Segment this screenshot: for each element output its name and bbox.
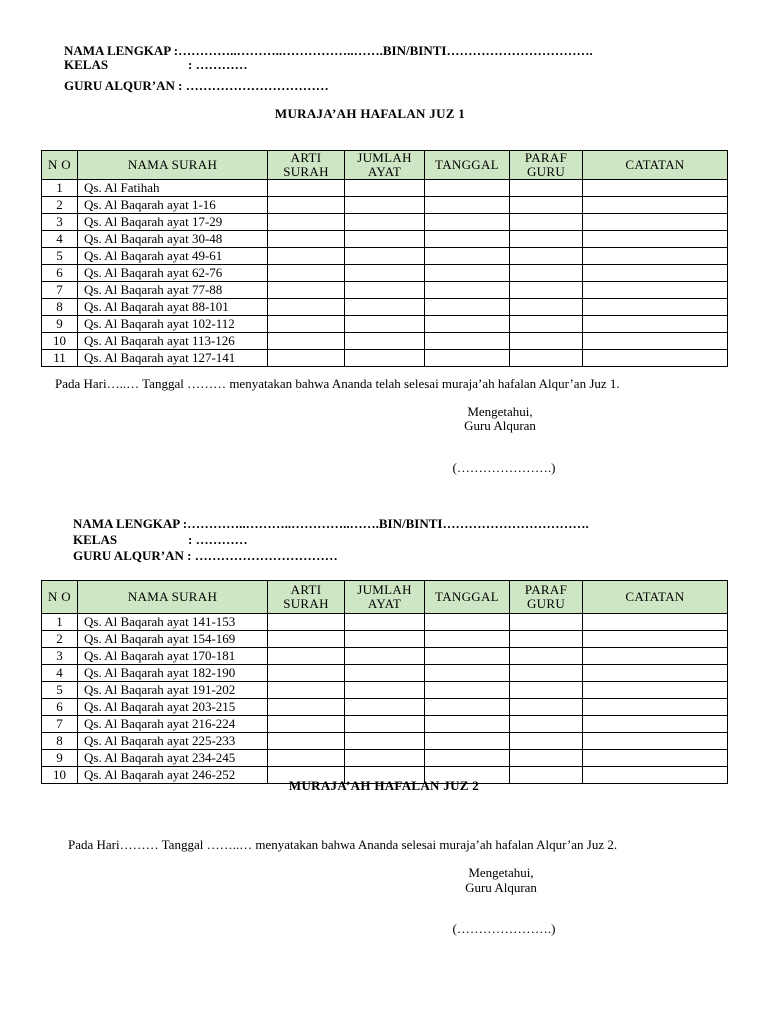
- jumlah-ayat-cell[interactable]: [345, 265, 425, 282]
- arti-surah-cell[interactable]: [268, 248, 345, 265]
- surah-name: Qs. Al Baqarah ayat 62-76: [78, 265, 268, 282]
- s2-table-header-row: [42, 581, 728, 614]
- catatan-cell[interactable]: [583, 214, 728, 231]
- jumlah-ayat-cell[interactable]: [345, 665, 425, 682]
- jumlah-ayat-cell[interactable]: [345, 316, 425, 333]
- tanggal-cell[interactable]: [425, 631, 510, 648]
- col-header-arti-surah: ARTI SURAH: [268, 151, 345, 180]
- arti-surah-cell[interactable]: [268, 333, 345, 350]
- tanggal-cell[interactable]: [425, 299, 510, 316]
- table-row: [42, 750, 728, 767]
- catatan-cell[interactable]: [583, 299, 728, 316]
- catatan-cell[interactable]: [583, 682, 728, 699]
- arti-surah-cell[interactable]: [268, 733, 345, 750]
- row-number: 3: [42, 214, 78, 231]
- s2-murajaah-table: [41, 580, 728, 784]
- catatan-cell[interactable]: [583, 614, 728, 631]
- surah-name: Qs. Al Baqarah ayat 216-224: [78, 716, 268, 733]
- paraf-guru-cell[interactable]: [510, 682, 583, 699]
- arti-surah-cell[interactable]: [268, 180, 345, 197]
- jumlah-ayat-cell[interactable]: [345, 248, 425, 265]
- catatan-cell[interactable]: [583, 350, 728, 367]
- jumlah-ayat-cell[interactable]: [345, 282, 425, 299]
- arti-surah-cell[interactable]: [268, 265, 345, 282]
- arti-surah-cell[interactable]: [268, 299, 345, 316]
- row-number: 11: [42, 350, 78, 367]
- catatan-cell[interactable]: [583, 716, 728, 733]
- tanggal-cell[interactable]: [425, 333, 510, 350]
- surah-name: Qs. Al Baqarah ayat 88-101: [78, 299, 268, 316]
- jumlah-ayat-cell[interactable]: [345, 716, 425, 733]
- paraf-guru-cell[interactable]: [510, 631, 583, 648]
- catatan-cell[interactable]: [583, 750, 728, 767]
- col-header-tanggal: TANGGAL: [425, 151, 510, 180]
- catatan-cell[interactable]: [583, 665, 728, 682]
- s1-murajaah-table: [41, 150, 728, 367]
- table-row: [42, 682, 728, 699]
- surah-name: Qs. Al Baqarah ayat 191-202: [78, 682, 268, 699]
- row-number: 1: [42, 180, 78, 197]
- row-number: 1: [42, 614, 78, 631]
- paraf-guru-cell[interactable]: [510, 665, 583, 682]
- tanggal-cell[interactable]: [425, 197, 510, 214]
- table-row: [42, 631, 728, 648]
- arti-surah-cell[interactable]: [268, 648, 345, 665]
- surah-name: Qs. Al Baqarah ayat 182-190: [78, 665, 268, 682]
- s2-kelas-label: KELAS: [73, 532, 118, 547]
- surah-name: Qs. Al Baqarah ayat 77-88: [78, 282, 268, 299]
- row-number: 10: [42, 767, 78, 784]
- surah-name: Qs. Al Fatihah: [78, 180, 268, 197]
- jumlah-ayat-cell[interactable]: [345, 214, 425, 231]
- arti-surah-cell[interactable]: [268, 682, 345, 699]
- jumlah-ayat-cell[interactable]: [345, 699, 425, 716]
- tanggal-cell[interactable]: [425, 665, 510, 682]
- s1-kelas-label: KELAS: [64, 57, 109, 72]
- catatan-cell[interactable]: [583, 231, 728, 248]
- col-header-no: N O: [42, 581, 78, 614]
- s1-title: MURAJA’AH HAFALAN JUZ 1: [274, 106, 466, 121]
- paraf-guru-cell[interactable]: [510, 214, 583, 231]
- surah-name: Qs. Al Baqarah ayat 203-215: [78, 699, 268, 716]
- jumlah-ayat-cell[interactable]: [345, 682, 425, 699]
- catatan-cell[interactable]: [583, 197, 728, 214]
- catatan-cell[interactable]: [583, 248, 728, 265]
- arti-surah-cell[interactable]: [268, 282, 345, 299]
- row-number: 5: [42, 682, 78, 699]
- tanggal-cell[interactable]: [425, 716, 510, 733]
- col-header-jumlah-ayat: JUMLAH AYAT: [345, 151, 425, 180]
- jumlah-ayat-cell[interactable]: [345, 197, 425, 214]
- table-row: [42, 733, 728, 750]
- paraf-guru-cell[interactable]: [510, 265, 583, 282]
- tanggal-cell[interactable]: [425, 180, 510, 197]
- paraf-guru-cell[interactable]: [510, 248, 583, 265]
- col-header-tanggal: TANGGAL: [425, 581, 510, 614]
- table-row: [42, 316, 728, 333]
- paraf-guru-cell[interactable]: [510, 614, 583, 631]
- tanggal-cell[interactable]: [425, 248, 510, 265]
- jumlah-ayat-cell[interactable]: [345, 333, 425, 350]
- catatan-cell[interactable]: [583, 180, 728, 197]
- row-number: 2: [42, 631, 78, 648]
- surah-name: Qs. Al Baqarah ayat 246-252: [78, 767, 268, 784]
- table-row: [42, 299, 728, 316]
- row-number: 7: [42, 716, 78, 733]
- surah-name: Qs. Al Baqarah ayat 141-153: [78, 614, 268, 631]
- tanggal-cell[interactable]: [425, 231, 510, 248]
- tanggal-cell[interactable]: [425, 350, 510, 367]
- col-header-jumlah-ayat: JUMLAH AYAT: [345, 581, 425, 614]
- s1-kelas-value: : …………: [188, 57, 248, 72]
- col-header-paraf-guru: PARAF GURU: [510, 151, 583, 180]
- tanggal-cell[interactable]: [425, 614, 510, 631]
- surah-name: Qs. Al Baqarah ayat 234-245: [78, 750, 268, 767]
- arti-surah-cell[interactable]: [268, 631, 345, 648]
- arti-surah-cell[interactable]: [268, 231, 345, 248]
- s1-statement: Pada Hari…..… Tanggal ……… menyatakan bahwa Ananda telah selesai muraja’ah hafalan Alqur’an Juz 1.: [55, 376, 620, 391]
- row-number: 9: [42, 316, 78, 333]
- paraf-guru-cell[interactable]: [510, 699, 583, 716]
- row-number: 6: [42, 699, 78, 716]
- row-number: 3: [42, 648, 78, 665]
- s1-guru-alquran-line: GURU ALQUR’AN : ……………………………: [64, 78, 329, 93]
- row-number: 4: [42, 231, 78, 248]
- col-header-arti-surah: ARTI SURAH: [268, 581, 345, 614]
- paraf-guru-cell[interactable]: [510, 350, 583, 367]
- paraf-guru-cell[interactable]: [510, 316, 583, 333]
- table-row: [42, 333, 728, 350]
- surah-name: Qs. Al Baqarah ayat 102-112: [78, 316, 268, 333]
- tanggal-cell[interactable]: [425, 733, 510, 750]
- tanggal-cell[interactable]: [425, 682, 510, 699]
- col-header-nama-surah: NAMA SURAH: [78, 151, 268, 180]
- col-header-nama-surah: NAMA SURAH: [78, 581, 268, 614]
- arti-surah-cell[interactable]: [268, 750, 345, 767]
- surah-name: Qs. Al Baqarah ayat 127-141: [78, 350, 268, 367]
- paraf-guru-cell[interactable]: [510, 733, 583, 750]
- row-number: 4: [42, 665, 78, 682]
- col-header-catatan: CATATAN: [583, 581, 728, 614]
- surah-name: Qs. Al Baqarah ayat 154-169: [78, 631, 268, 648]
- surah-name: Qs. Al Baqarah ayat 17-29: [78, 214, 268, 231]
- catatan-cell[interactable]: [583, 316, 728, 333]
- table-row: [42, 648, 728, 665]
- arti-surah-cell[interactable]: [268, 350, 345, 367]
- tanggal-cell[interactable]: [425, 214, 510, 231]
- row-number: 6: [42, 265, 78, 282]
- arti-surah-cell[interactable]: [268, 699, 345, 716]
- tanggal-cell[interactable]: [425, 316, 510, 333]
- col-header-no: N O: [42, 151, 78, 180]
- table-row: [42, 350, 728, 367]
- catatan-cell[interactable]: [583, 282, 728, 299]
- jumlah-ayat-cell[interactable]: [345, 631, 425, 648]
- s2-title: MURAJA’AH HAFALAN JUZ 2: [288, 778, 480, 793]
- s2-signature-line: (………………….): [452, 921, 556, 936]
- jumlah-ayat-cell[interactable]: [345, 231, 425, 248]
- tanggal-cell[interactable]: [425, 265, 510, 282]
- jumlah-ayat-cell[interactable]: [345, 299, 425, 316]
- paraf-guru-cell[interactable]: [510, 197, 583, 214]
- paraf-guru-cell[interactable]: [510, 180, 583, 197]
- s2-mengetahui: Mengetahui,: [468, 865, 534, 880]
- s2-kelas-value: : …………: [188, 532, 248, 547]
- row-number: 10: [42, 333, 78, 350]
- paraf-guru-cell[interactable]: [510, 299, 583, 316]
- s2-guru-alquran: Guru Alquran: [465, 880, 537, 895]
- surah-name: Qs. Al Baqarah ayat 170-181: [78, 648, 268, 665]
- s2-statement: Pada Hari……… Tanggal ……..… menyatakan bahwa Ananda selesai muraja’ah hafalan Alqur’an Juz 2.: [68, 837, 618, 852]
- table-row: [42, 665, 728, 682]
- table-row: [42, 180, 728, 197]
- catatan-cell[interactable]: [583, 699, 728, 716]
- paraf-guru-cell[interactable]: [510, 648, 583, 665]
- row-number: 7: [42, 282, 78, 299]
- tanggal-cell[interactable]: [425, 648, 510, 665]
- table-row: [42, 614, 728, 631]
- surah-name: Qs. Al Baqarah ayat 1-16: [78, 197, 268, 214]
- s1-nama-lengkap-line: NAMA LENGKAP :…………..………..……………..…….BIN/BINTI…………………………….: [64, 43, 593, 58]
- s1-table-header-row: [42, 151, 728, 180]
- paraf-guru-cell[interactable]: [510, 282, 583, 299]
- table-row: [42, 248, 728, 265]
- col-header-paraf-guru: PARAF GURU: [510, 581, 583, 614]
- surah-name: Qs. Al Baqarah ayat 30-48: [78, 231, 268, 248]
- s1-guru-alquran: Guru Alquran: [464, 418, 536, 433]
- s1-signature-line: (………………….): [452, 460, 556, 475]
- row-number: 9: [42, 750, 78, 767]
- arti-surah-cell[interactable]: [268, 716, 345, 733]
- catatan-cell[interactable]: [583, 265, 728, 282]
- catatan-cell[interactable]: [583, 648, 728, 665]
- jumlah-ayat-cell[interactable]: [345, 750, 425, 767]
- tanggal-cell[interactable]: [425, 750, 510, 767]
- jumlah-ayat-cell[interactable]: [345, 648, 425, 665]
- table-row: [42, 265, 728, 282]
- surah-name: Qs. Al Baqarah ayat 49-61: [78, 248, 268, 265]
- paraf-guru-cell[interactable]: [510, 231, 583, 248]
- table-row: [42, 282, 728, 299]
- surah-name: Qs. Al Baqarah ayat 113-126: [78, 333, 268, 350]
- paraf-guru-cell[interactable]: [510, 333, 583, 350]
- row-number: 8: [42, 299, 78, 316]
- arti-surah-cell[interactable]: [268, 316, 345, 333]
- paraf-guru-cell[interactable]: [510, 716, 583, 733]
- s1-mengetahui: Mengetahui,: [467, 404, 533, 419]
- table-row: [42, 214, 728, 231]
- jumlah-ayat-cell[interactable]: [345, 350, 425, 367]
- arti-surah-cell[interactable]: [268, 214, 345, 231]
- table-row: [42, 231, 728, 248]
- catatan-cell[interactable]: [583, 333, 728, 350]
- row-number: 5: [42, 248, 78, 265]
- surah-name: Qs. Al Baqarah ayat 225-233: [78, 733, 268, 750]
- tanggal-cell[interactable]: [425, 699, 510, 716]
- jumlah-ayat-cell[interactable]: [345, 614, 425, 631]
- catatan-cell[interactable]: [583, 733, 728, 750]
- catatan-cell[interactable]: [583, 631, 728, 648]
- col-header-catatan: CATATAN: [583, 151, 728, 180]
- row-number: 8: [42, 733, 78, 750]
- jumlah-ayat-cell[interactable]: [345, 180, 425, 197]
- s2-guru-alquran-line: GURU ALQUR’AN : ……………………………: [73, 548, 338, 563]
- table-row: [42, 197, 728, 214]
- arti-surah-cell[interactable]: [268, 197, 345, 214]
- table-row: [42, 699, 728, 716]
- row-number: 2: [42, 197, 78, 214]
- table-row: [42, 716, 728, 733]
- s2-nama-lengkap-line: NAMA LENGKAP :…………..………..…………..…….BIN/BINTI…………………………….: [73, 516, 589, 531]
- tanggal-cell[interactable]: [425, 282, 510, 299]
- arti-surah-cell[interactable]: [268, 614, 345, 631]
- jumlah-ayat-cell[interactable]: [345, 733, 425, 750]
- arti-surah-cell[interactable]: [268, 665, 345, 682]
- paraf-guru-cell[interactable]: [510, 750, 583, 767]
